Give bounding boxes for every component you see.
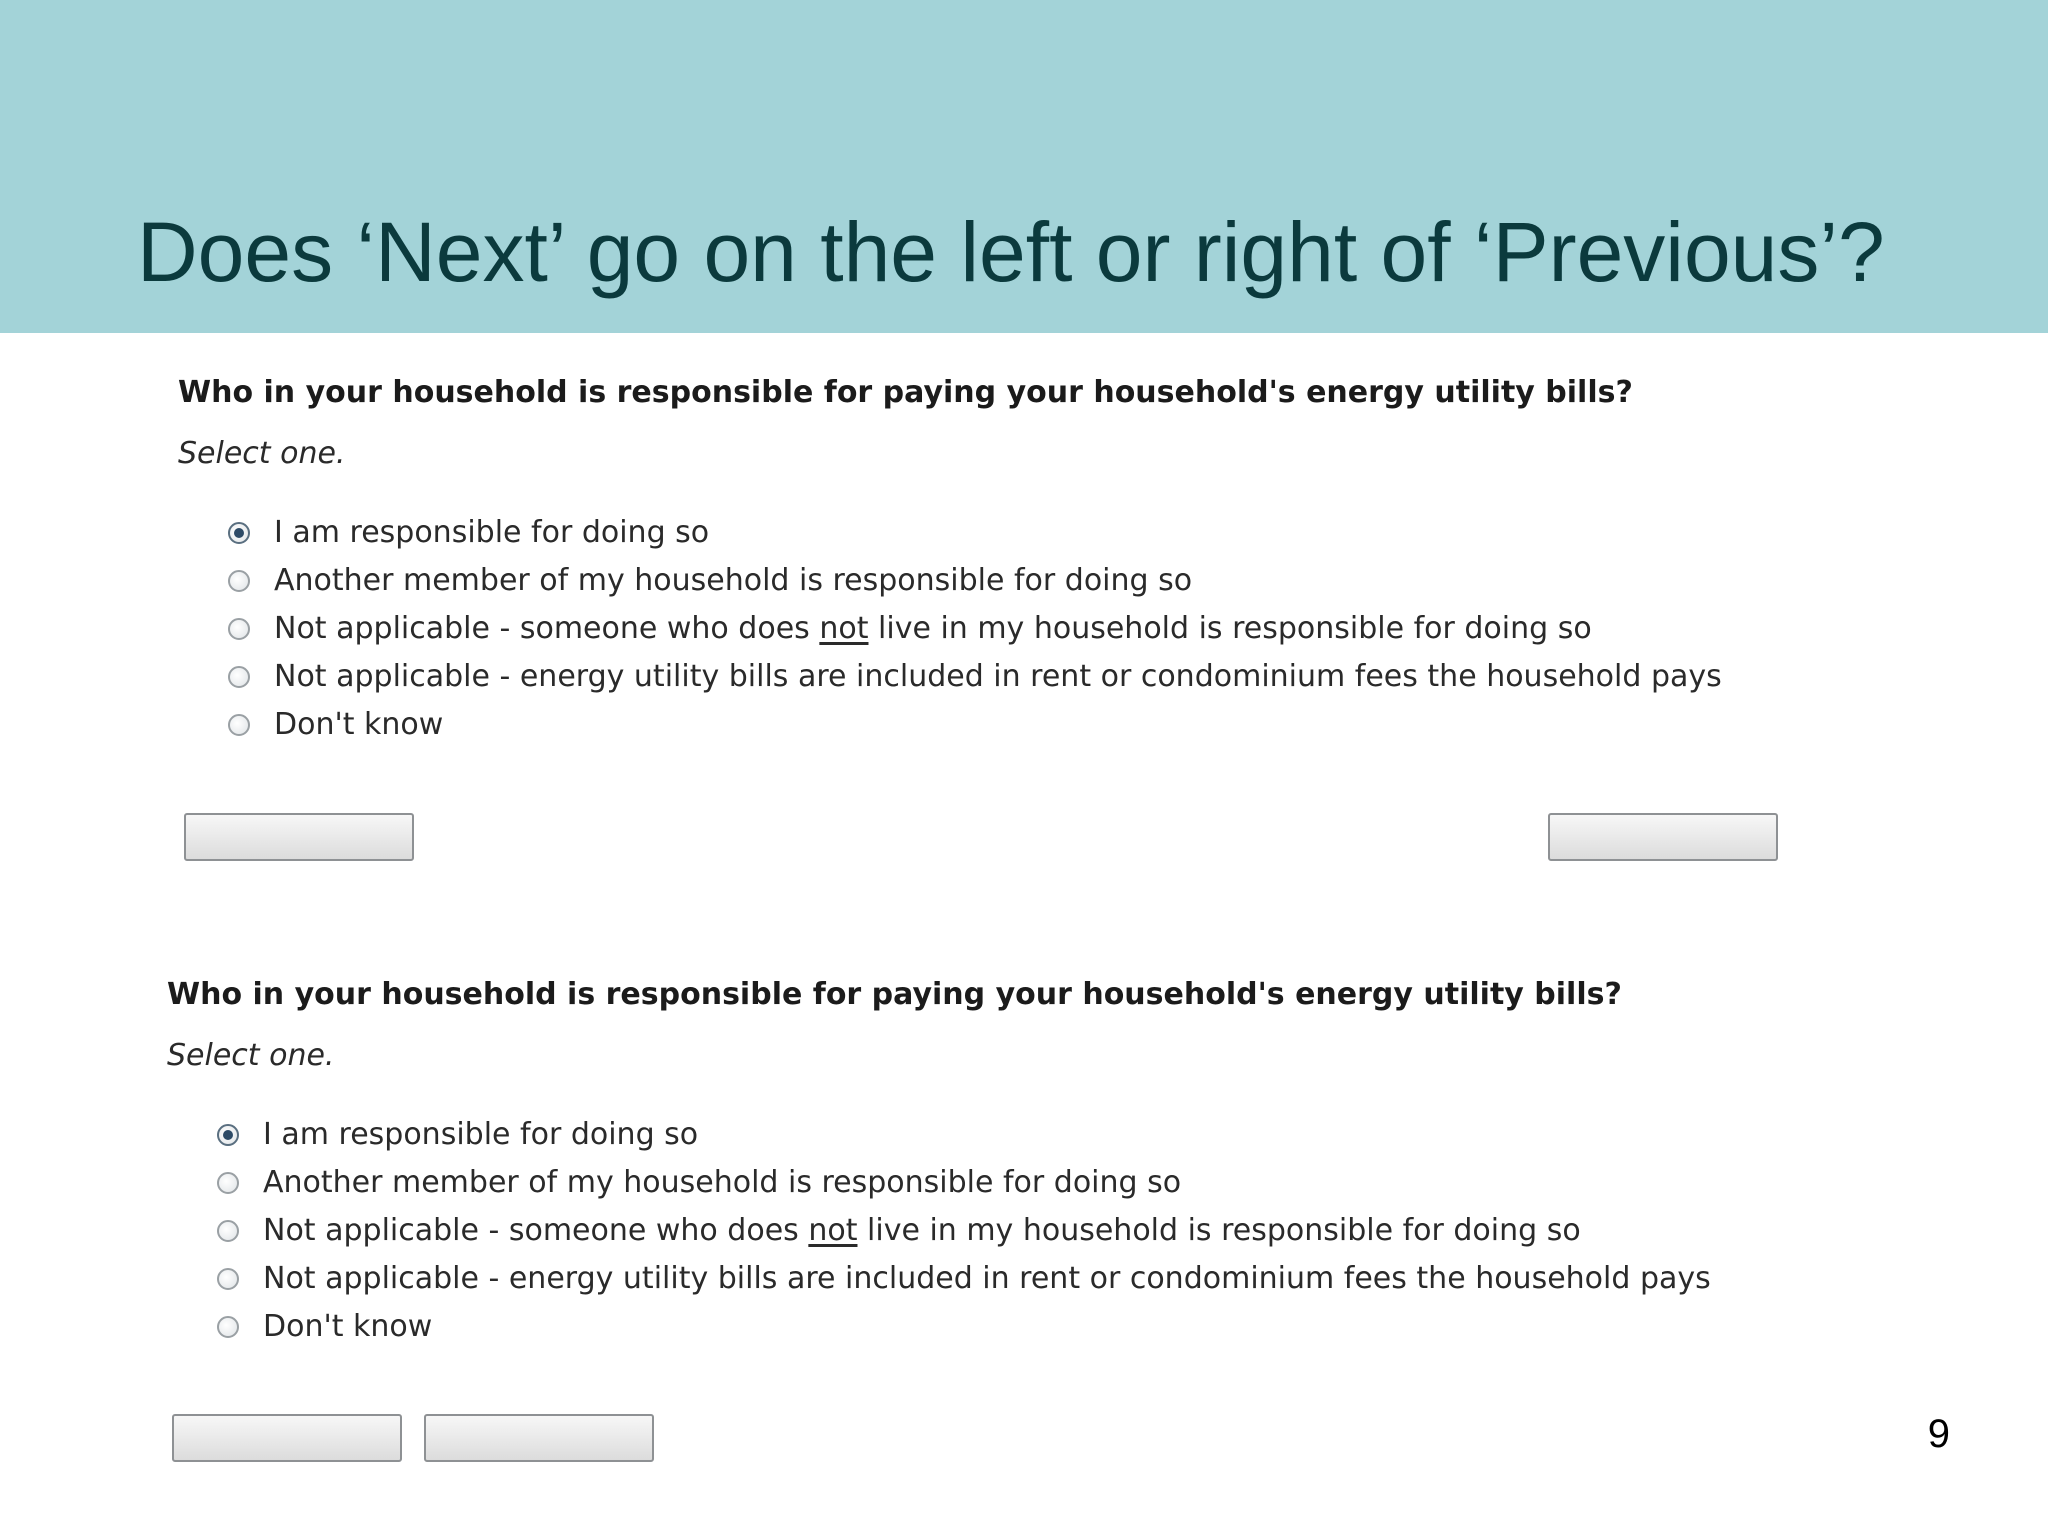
option-not-applicable-outside[interactable] [228,605,1722,653]
radio-button[interactable] [217,1172,239,1194]
option-label-emphasis: not [808,1213,858,1248]
option-label: Don't know [274,707,444,742]
option-dont-know[interactable] [217,1303,1711,1351]
instruction-text: Select one. [167,1038,335,1073]
radio-button[interactable] [228,714,250,736]
first-nav-button[interactable] [172,1414,402,1462]
option-label: Another member of my household is responsible for doing so [263,1165,1182,1200]
question-text: Who in your household is responsible for paying your household's energy utility bills? [167,977,1622,1012]
left-nav-button[interactable] [184,813,414,861]
slide-title: Does ‘Next’ go on the left or right of ‘Previous’? [137,205,1885,299]
radio-button[interactable] [228,666,250,688]
title-header-band [0,0,2048,333]
radio-options-list [217,1111,1711,1351]
radio-button[interactable] [228,618,250,640]
radio-button[interactable] [217,1268,239,1290]
option-label [274,605,1592,653]
option-self-responsible[interactable] [228,509,1722,557]
option-label: I am responsible for doing so [274,515,710,550]
radio-button-selected[interactable] [217,1124,239,1146]
option-label-part: Not applicable - someone who does [274,611,820,646]
instruction-text: Select one. [178,436,346,471]
option-label: I am responsible for doing so [263,1117,699,1152]
option-label: Another member of my household is responsible for doing so [274,563,1193,598]
option-label-emphasis: not [819,611,869,646]
option-not-applicable-rent[interactable] [228,653,1722,701]
option-label: Don't know [263,1309,433,1344]
question-text: Who in your household is responsible for paying your household's energy utility bills? [178,375,1633,410]
option-self-responsible[interactable] [217,1111,1711,1159]
radio-button[interactable] [217,1220,239,1242]
option-other-member[interactable] [228,557,1722,605]
option-label-part: Not applicable - someone who does [263,1213,809,1248]
option-not-applicable-rent[interactable] [217,1255,1711,1303]
option-label-part: live in my household is responsible for doing so [857,1213,1581,1248]
option-other-member[interactable] [217,1159,1711,1207]
option-label: Not applicable - energy utility bills are included in rent or condominium fees the household pays [274,659,1722,694]
survey-version-adjacent [167,971,1711,1351]
second-nav-button[interactable] [424,1414,654,1462]
radio-button-selected[interactable] [228,522,250,544]
option-not-applicable-outside[interactable] [217,1207,1711,1255]
right-nav-button[interactable] [1548,813,1778,861]
survey-version-split [178,369,1722,749]
option-dont-know[interactable] [228,701,1722,749]
slide-page-number: 9 [1927,1412,1950,1456]
option-label-part: live in my household is responsible for doing so [868,611,1592,646]
radio-button[interactable] [217,1316,239,1338]
radio-button[interactable] [228,570,250,592]
option-label: Not applicable - energy utility bills are included in rent or condominium fees the household pays [263,1261,1711,1296]
option-label [263,1207,1581,1255]
radio-options-list [228,509,1722,749]
